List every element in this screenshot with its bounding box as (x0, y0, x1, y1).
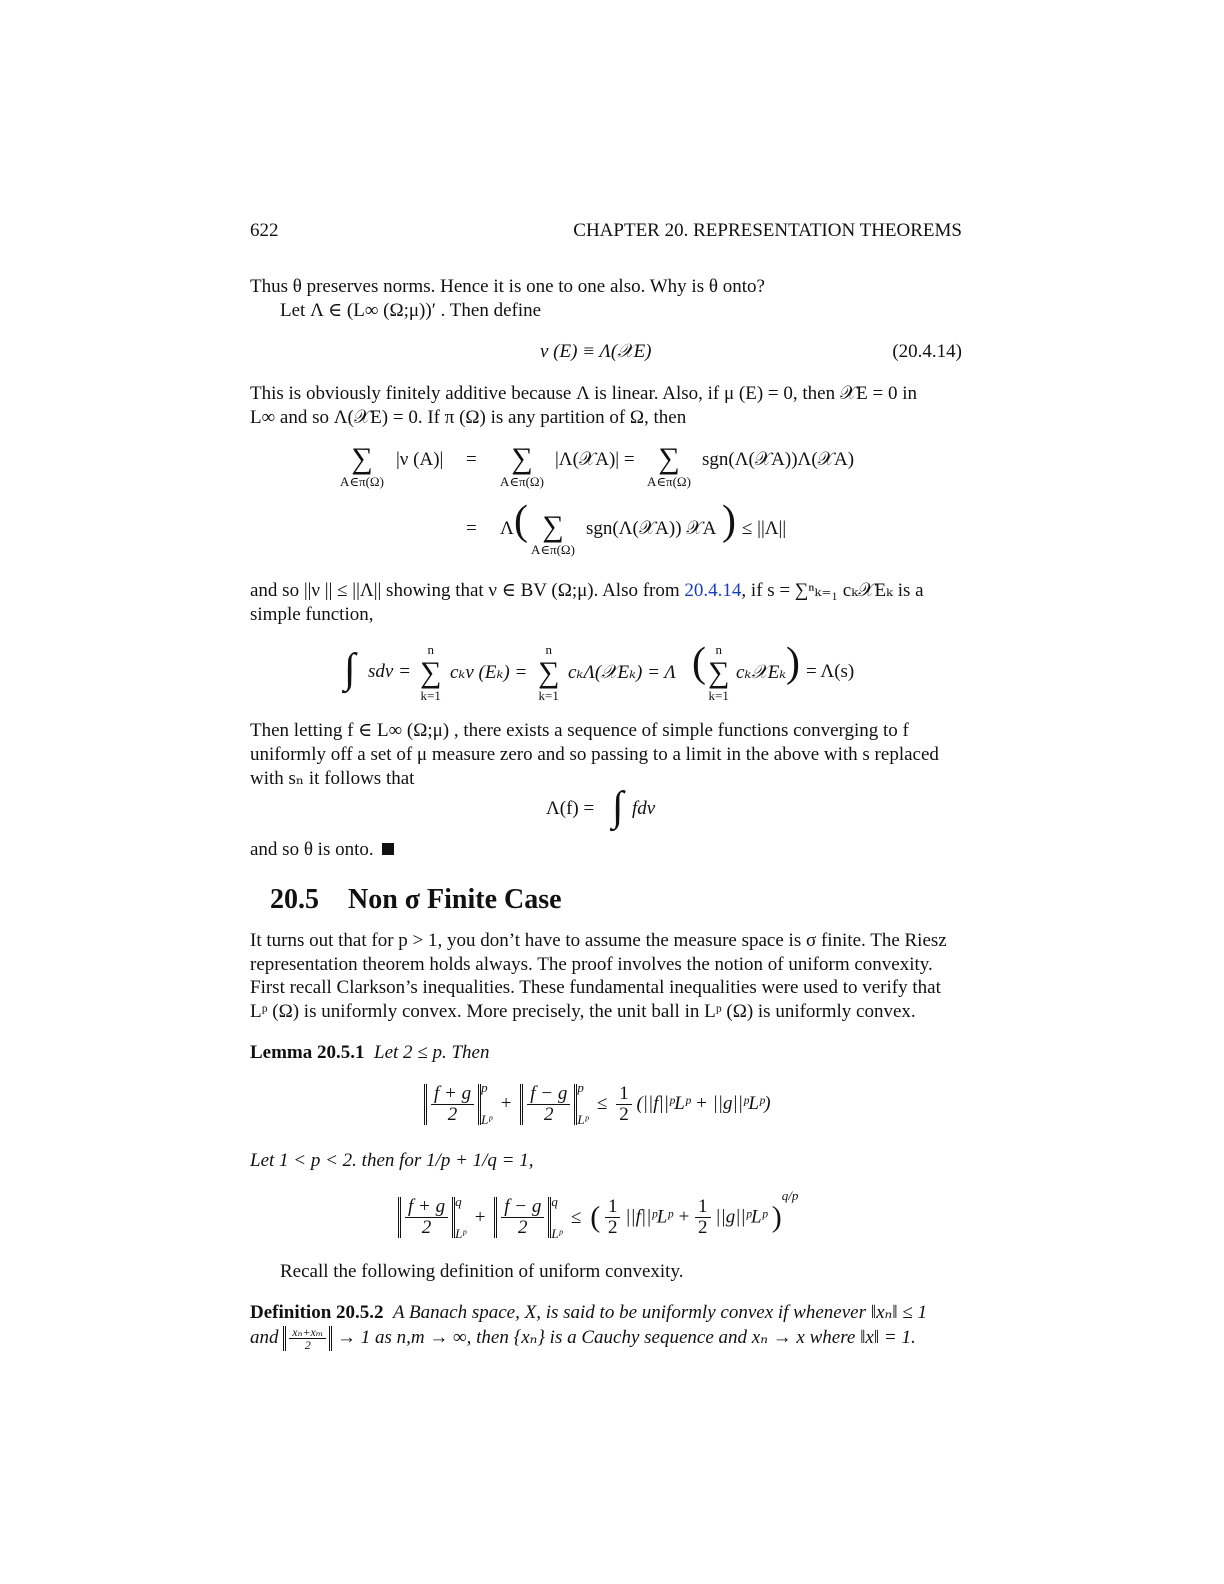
denominator: 2 (698, 1217, 708, 1239)
qed-square-icon (382, 843, 394, 855)
numerator: xₙ+xₘ (289, 1326, 326, 1339)
display-term: |ν (A)| (396, 449, 444, 470)
definition-line (250, 1326, 916, 1351)
leq-sign: ≤ (571, 1206, 582, 1228)
text-line: First recall Clarkson’s inequalities. These fundamental inequalities were used to verify that (250, 977, 941, 998)
denominator: 2 (421, 1217, 432, 1239)
close-paren: ) (771, 1200, 782, 1234)
sum-block (531, 512, 575, 558)
fraction (405, 1197, 448, 1238)
sum-lower: k=1 (538, 688, 559, 703)
sum-block (708, 642, 729, 704)
text-line: Recall the following definition of uniform convexity. (280, 1261, 684, 1282)
sum-index: A∈π(Ω) (340, 474, 384, 489)
sum-block (340, 444, 384, 490)
sigma-symbol: ∑ (511, 442, 533, 475)
open-paren: ( (590, 1200, 601, 1234)
text-line: Thus θ preserves norms. Hence it is one to one also. Why is θ onto? (250, 276, 765, 297)
sum-upper: n (427, 642, 434, 657)
definition-text: and (250, 1326, 279, 1348)
display-term: Λ(f) = (546, 798, 595, 819)
running-title: CHAPTER 20. REPRESENTATION THEOREMS (573, 220, 962, 241)
sum-block (420, 642, 441, 704)
denominator: 2 (544, 1103, 554, 1125)
norm-bars (494, 1197, 551, 1238)
display-term: sgn(Λ(𝒳A)) 𝒳A (586, 518, 717, 539)
text-line: It turns out that for p > 1, you don’t have to assume the measure space is σ finite. The Riesz (250, 930, 947, 951)
sigma-symbol: ∑ (420, 656, 442, 689)
sigma-symbol: ∑ (658, 442, 680, 475)
equation-tag: (20.4.14) (892, 341, 962, 362)
sum-lower: k=1 (708, 688, 729, 703)
leq-sign: ≤ (597, 1093, 608, 1114)
half-fraction (616, 1084, 632, 1125)
inequality-1 (424, 1080, 771, 1128)
sum-upper: n (545, 642, 552, 657)
norm-bars (398, 1197, 455, 1238)
half-fraction (695, 1197, 711, 1238)
numerator: 1 (616, 1084, 632, 1105)
norm-subscript: Lᵖ (481, 1112, 493, 1127)
section-title: Non σ Finite Case (348, 884, 562, 915)
norm-bars (520, 1084, 577, 1125)
denominator: 2 (304, 1338, 311, 1352)
definition-text: A Banach space, X, is said to be uniformly convex if whenever ‖xₙ‖ ≤ 1 (393, 1302, 927, 1323)
text-line: Let Λ ∈ (L∞ (Ω;μ))′ . Then define (280, 300, 542, 321)
equation: ν (E) ≡ Λ(𝒳E) (540, 341, 652, 362)
lambda-symbol: Λ (500, 518, 514, 539)
display-term: cₖΛ(𝒳Eₖ) = Λ (568, 662, 676, 683)
equation-link[interactable]: 20.4.14 (684, 580, 742, 601)
denominator: 2 (447, 1103, 458, 1125)
numerator: 1 (605, 1197, 621, 1218)
fraction (289, 1326, 326, 1351)
page-number: 622 (250, 220, 279, 241)
norm-subscript: Lᵖ (577, 1112, 589, 1127)
text-line: L∞ and so Λ(𝒳E) = 0. If π (Ω) is any partition of Ω, then (250, 407, 687, 428)
fraction (527, 1084, 570, 1125)
inequality-term: ||f||ᵖLᵖ + (625, 1206, 691, 1228)
text-span: and so ||ν || ≤ ||Λ|| showing that ν ∈ BV (Ω;μ). Also from (250, 580, 685, 601)
exponent: p (577, 1080, 584, 1095)
numerator: f + g (405, 1197, 448, 1218)
sum-block (500, 444, 544, 490)
open-paren: ( (692, 640, 706, 686)
norm-scripts (455, 1194, 466, 1242)
numerator: 1 (695, 1197, 711, 1218)
text-line: simple function, (250, 604, 374, 625)
fraction (501, 1197, 544, 1238)
sigma-symbol: ∑ (542, 510, 564, 543)
section-number: 20.5 (270, 884, 319, 915)
inequality-2 (398, 1188, 798, 1242)
outer-exponent: q/p (781, 1188, 799, 1203)
integral-sign: ∫ (612, 784, 624, 830)
half-fraction (605, 1197, 621, 1238)
fraction (431, 1084, 474, 1125)
norm-scripts (577, 1080, 588, 1128)
definition-label: Definition 20.5.2 (250, 1302, 384, 1323)
sum-index: A∈π(Ω) (500, 474, 544, 489)
sum-block (538, 642, 559, 704)
equals-sign: = (466, 518, 477, 539)
display-term: = Λ(s) (806, 661, 855, 682)
inequality-rhs: (||f||ᵖLᵖ + ||g||ᵖLᵖ) (636, 1093, 771, 1114)
sum-lower: k=1 (420, 688, 441, 703)
numerator: f − g (527, 1084, 570, 1105)
integral-sign: ∫ (344, 646, 356, 692)
lemma-case2: Let 1 < p < 2. then for 1/p + 1/q = 1, (250, 1150, 534, 1171)
definition-line (250, 1302, 927, 1324)
open-paren: ( (514, 498, 528, 544)
display-term: cₖ𝒳Eₖ (736, 662, 787, 683)
norm-subscript: Lᵖ (551, 1225, 563, 1241)
denominator: 2 (619, 1103, 629, 1125)
text-line (250, 839, 394, 861)
inequality-term: ||g||ᵖLᵖ (715, 1206, 767, 1228)
norm-bars (283, 1326, 332, 1351)
numerator: f + g (431, 1084, 474, 1105)
display-term: sdν = (368, 661, 411, 682)
text-line (250, 580, 924, 602)
text-span: , if s = ∑ⁿₖ₌₁ cₖ𝒳Eₖ is a (741, 580, 924, 601)
lemma-statement (250, 1042, 489, 1064)
exponent: p (481, 1080, 488, 1095)
close-paren: ) (722, 498, 736, 544)
denominator: 2 (518, 1217, 528, 1239)
sum-block (647, 444, 691, 490)
sum-index: A∈π(Ω) (531, 542, 575, 557)
denominator: 2 (607, 1217, 618, 1239)
text-line: Then letting f ∈ L∞ (Ω;μ) , there exists a sequence of simple functions converging to f (250, 720, 909, 741)
display-term: ≤ ||Λ|| (742, 518, 787, 539)
norm-subscript: Lᵖ (455, 1225, 467, 1241)
display-term: fdν (632, 798, 656, 819)
exponent: q (455, 1193, 462, 1209)
lemma-label: Lemma 20.5.1 (250, 1042, 365, 1063)
lemma-text: Let 2 ≤ p. Then (374, 1042, 490, 1063)
numerator: f − g (501, 1197, 544, 1218)
sigma-symbol: ∑ (351, 442, 373, 475)
equals-sign: = (466, 449, 477, 470)
text-line: This is obviously finitely additive because Λ is linear. Also, if μ (E) = 0, then 𝒳E = 0 in (250, 383, 918, 404)
sigma-symbol: ∑ (538, 656, 560, 689)
display-term: sgn(Λ(𝒳A))Λ(𝒳A) (702, 449, 855, 470)
norm-bars (424, 1084, 481, 1125)
plus-sign: + (474, 1206, 486, 1228)
display-term: cₖν (Eₖ) = (450, 662, 528, 683)
sum-index: A∈π(Ω) (647, 474, 691, 489)
sum-upper: n (715, 642, 722, 657)
exponent: q (551, 1193, 558, 1209)
close-paren: ) (786, 640, 800, 686)
text-line: with sₙ it follows that (250, 768, 415, 789)
definition-text: → 1 as n,m → ∞, then {xₙ} is a Cauchy sequence and xₙ → x where ‖x‖ = 1. (336, 1326, 916, 1348)
norm-scripts (481, 1080, 492, 1128)
text-line: representation theorem holds always. The proof involves the notion of uniform convexity. (250, 954, 933, 975)
text-line: Lᵖ (Ω) is uniformly convex. More precisely, the unit ball in Lᵖ (Ω) is uniformly convex. (250, 1001, 916, 1022)
text-line: uniformly off a set of μ measure zero and so passing to a limit in the above with s replaced (250, 744, 939, 765)
sigma-symbol: ∑ (708, 656, 730, 689)
norm-scripts (551, 1194, 562, 1242)
display-term: |Λ(𝒳A)| = (555, 449, 635, 470)
plus-sign: + (500, 1093, 512, 1114)
text-span: and so θ is onto. (250, 839, 374, 860)
